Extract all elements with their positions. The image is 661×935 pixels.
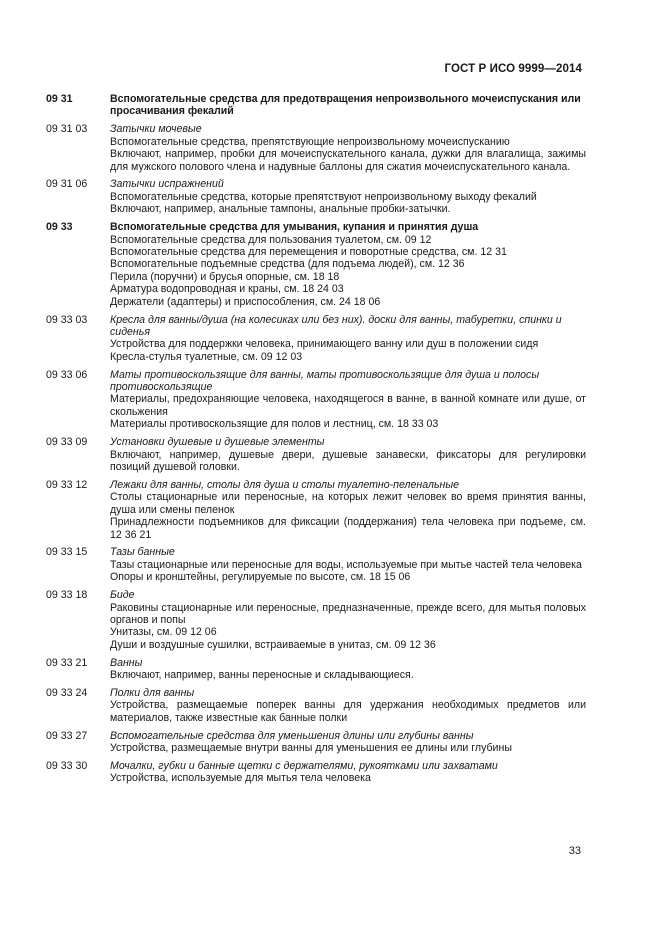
entry-text-line: Устройства для поддержки человека, принимающего ванну или душ в положении сидя — [110, 338, 539, 351]
classification-entry — [46, 657, 586, 682]
entry-title: Лежаки для ванны, столы для душа и столы туалетно-пеленальные — [110, 478, 460, 491]
entry-text-line: Кресла-стулья туалетные, см. 09 12 03 — [110, 350, 303, 363]
entry-text-line: Души и воздушные сушилки, встраиваемые в унитаз, см. 09 12 36 — [110, 638, 436, 651]
entry-body — [110, 730, 586, 755]
entry-text-line: Вспомогательные средства для пользования туалетом, см. 09 12 — [110, 233, 432, 246]
entry-text-line: Включают, например, анальные тампоны, анальные пробки-затычки. — [110, 203, 451, 216]
entry-text-line: Арматура водопроводная и краны, см. 18 24 03 — [110, 283, 344, 296]
entry-body — [110, 93, 586, 118]
entry-title: Затычки испражнений — [110, 178, 224, 191]
classification-entry — [46, 123, 586, 173]
entry-body — [110, 687, 586, 724]
classification-entry — [46, 178, 586, 215]
entry-text-line: Устройства, размещаемые внутри ванны для уменьшения ее длины или глубины — [110, 742, 512, 755]
entry-code: 09 33 24 — [46, 686, 88, 699]
document-header: ГОСТ Р ИСО 9999—2014 — [444, 63, 582, 75]
entry-text-line: Раковины стационарные или переносные, предназначенные, прежде всего, для мытья половых органов и попы — [110, 601, 586, 626]
entry-text-line: Вспомогательные средства для перемещения и поворотные средства, см. 12 31 — [110, 245, 507, 258]
entry-code: 09 33 21 — [46, 656, 88, 669]
classification-entry — [46, 314, 586, 364]
entry-body — [110, 479, 586, 541]
entry-text-line: Включают, например, душевые двери, душевые занавески, фиксаторы для регулировки позиций душевой головки. — [110, 448, 586, 473]
entry-title: Ванны — [110, 656, 143, 669]
entry-text-line: Включают, например, пробки для мочеиспускательного канала, дужки для влагалища, зажимы для мужского полового члена и надувные баллоны для сжатия мочеиспускательного канала. — [110, 148, 586, 173]
classification-entry — [46, 221, 586, 308]
page-number: 33 — [568, 845, 581, 857]
entry-title: Мочалки, губки и банные щетки с держателями, рукоятками или захватами — [110, 760, 498, 772]
classification-entry — [46, 436, 586, 473]
entry-code: 09 33 — [46, 221, 73, 234]
entry-code: 09 33 06 — [46, 368, 88, 381]
entry-body — [110, 369, 586, 431]
entry-body — [110, 314, 586, 364]
entry-code: 09 33 15 — [46, 546, 88, 559]
entry-code: 09 33 12 — [46, 478, 88, 491]
entry-text-line: Устройства, используемые для мытья тела человека — [110, 772, 371, 785]
entry-text-line: Опоры и кронштейны, регулируемые по высоте, см. 18 15 06 — [110, 571, 411, 584]
entry-body — [110, 546, 586, 583]
entry-title: Маты противоскользящие для ванны, маты противоскользящие для душа и полосы противоскользящие — [110, 368, 540, 394]
classification-entry — [46, 589, 586, 651]
entry-text-line: Материалы противоскользящие для полов и лестниц, см. 18 33 03 — [110, 418, 439, 431]
classification-entry — [46, 93, 586, 118]
entry-body — [110, 123, 586, 173]
entry-code: 09 33 09 — [46, 436, 88, 449]
entry-title: Кресла для ванны/душа (на колесиках или без них). доски для ванны, табуретки, спинки и сиденья — [110, 313, 562, 338]
entry-body — [110, 760, 586, 785]
entry-text-line: Перила (поручни) и брусья опорные, см. 18 18 — [110, 270, 340, 283]
entry-code: 09 33 18 — [46, 589, 88, 602]
entry-text-line: Унитазы, см. 09 12 06 — [110, 626, 217, 639]
entry-text-line: Вспомогательные подъемные средства (для подъема людей), см. 12 36 — [110, 258, 465, 271]
classification-entry — [46, 687, 586, 724]
entry-text-line: Держатели (адаптеры) и приспособления, см. 24 18 06 — [110, 295, 381, 308]
entry-text-line: Вспомогательные средства, препятствующие непроизвольному мочеиспусканию — [110, 135, 510, 148]
entry-title: Вспомогательные средства для предотвращения непроизвольного мочеиспускания или просачивания фекалий — [110, 93, 581, 118]
entry-title: Вспомогательные средства для умывания, купания и принятия душа — [110, 221, 479, 234]
entry-text-line: Включают, например, ванны переносные и складывающиеся. — [110, 669, 414, 682]
entry-text-line: Принадлежности подъемников для фиксации (поддержания) тела человека при подъеме, см. 12 36 21 — [110, 516, 586, 541]
entry-code: 09 31 06 — [46, 178, 88, 191]
entry-title: Тазы банные — [110, 546, 175, 559]
entry-text-line: Материалы, предохраняющие человека, находящегося в ванне, в ванной комнате или душе, от скольжения — [110, 393, 586, 418]
entry-body — [110, 589, 586, 651]
entry-body — [110, 221, 586, 308]
entry-title: Биде — [110, 589, 135, 602]
entry-code: 09 33 27 — [46, 729, 88, 742]
entry-body — [110, 657, 586, 682]
entry-code: 09 31 — [46, 93, 73, 105]
entry-text-line: Столы стационарные или переносные, на которых лежит человек во время принятия ванны, душа или смены пеленок — [110, 491, 586, 516]
entry-title: Вспомогательные средства для уменьшения длины или глубины ванны — [110, 729, 474, 742]
classification-entry — [46, 369, 586, 431]
classification-entry — [46, 479, 586, 541]
entry-title: Затычки мочевые — [110, 123, 202, 136]
classification-entry — [46, 730, 586, 755]
classification-entry — [46, 760, 586, 785]
entry-text-line: Тазы стационарные или переносные для воды, используемые при мытье частей тела человека — [110, 558, 582, 571]
entry-code: 09 33 30 — [46, 760, 88, 772]
entry-text-line: Устройства, размещаемые поперек ванны для удержания необходимых предметов или материалов, также известные как банные полки — [110, 699, 586, 724]
entry-text-line: Вспомогательные средства, которые препятствуют непроизвольному выходу фекалий — [110, 190, 537, 203]
entry-body — [110, 178, 586, 215]
entry-title: Установки душевые и душевые элементы — [110, 436, 325, 449]
classification-entries — [46, 93, 586, 790]
entry-title: Полки для ванны — [110, 686, 195, 699]
classification-entry — [46, 546, 586, 583]
entry-body — [110, 436, 586, 473]
entry-code: 09 33 03 — [46, 313, 88, 326]
entry-code: 09 31 03 — [46, 123, 88, 136]
